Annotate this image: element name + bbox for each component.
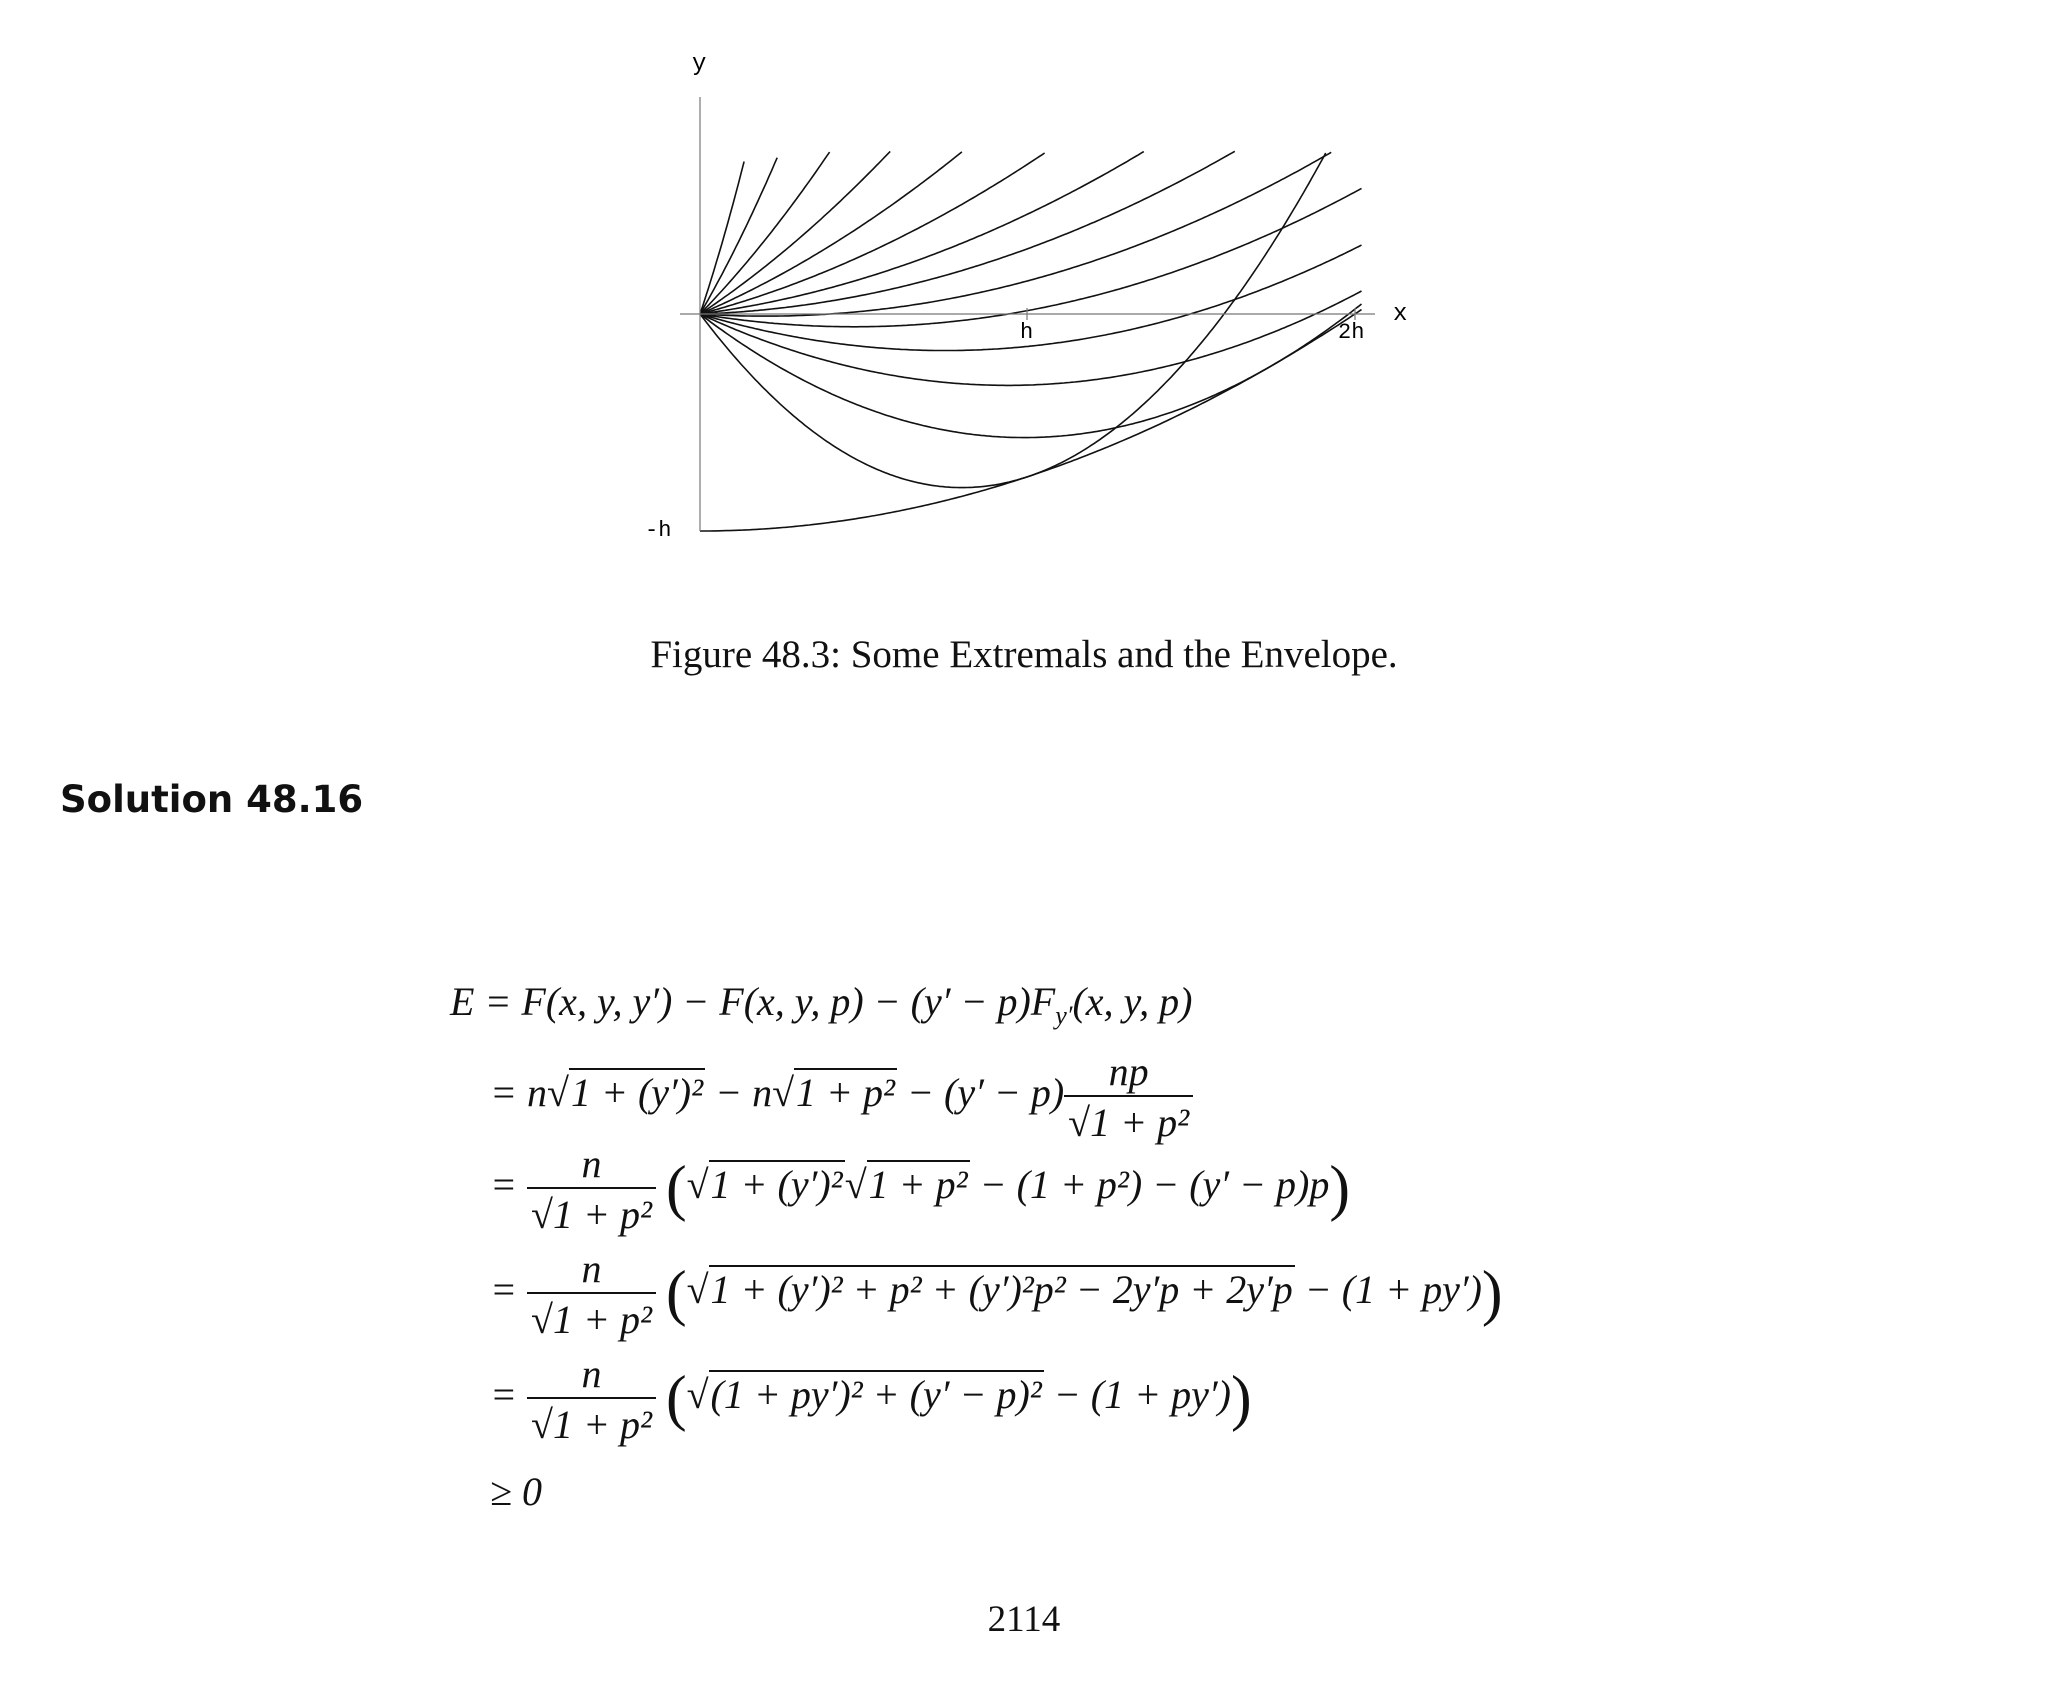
fraction (1064, 1048, 1193, 1146)
fraction-numerator: np (1108, 1049, 1149, 1094)
equation-line-4 (490, 1245, 1503, 1343)
left-paren: ( (665, 1154, 687, 1223)
left-paren: ( (665, 1364, 687, 1433)
extremal-curve (700, 151, 890, 314)
fraction-denominator: √1 + p² (527, 1397, 656, 1448)
fraction (527, 1140, 656, 1238)
equation-line-1 (450, 978, 1192, 1031)
sqrt-radicand: 1 + (y′)² (570, 1070, 704, 1116)
tick-label-neg-h: -h (645, 518, 672, 543)
fraction (527, 1350, 656, 1448)
sqrt-radicand: 1 + p² (552, 1192, 652, 1237)
sqrt-radicand: (1 + py′)² + (y′ − p)² (710, 1372, 1042, 1418)
solution-heading: Solution 48.16 (60, 778, 364, 821)
sqrt-radicand: 1 + (y′)² + p² + (y′)²p² − 2y′p + 2y′p (710, 1267, 1293, 1313)
tick-label-2h: 2h (1338, 320, 1365, 345)
y-axis-label: y (692, 51, 707, 78)
fraction-denominator: √1 + p² (1064, 1095, 1193, 1146)
eq6-result: ≥ 0 (490, 1469, 542, 1514)
eq-tail: (x, y, p) (1072, 979, 1193, 1024)
fraction-numerator: n (581, 1141, 602, 1186)
sqrt-term: √1 + (y′)² + p² + (y′)²p² − 2y′p + 2y′p (686, 1267, 1293, 1313)
extremal-curve (700, 152, 830, 314)
equation-line-5 (490, 1350, 1252, 1448)
equation-line-6 (490, 1468, 542, 1515)
tick-label-h: h (1020, 320, 1034, 345)
equals-sign: = (490, 1267, 517, 1313)
extremal-curve (700, 152, 1144, 314)
eq4-tail: − (1 + py′) (1294, 1267, 1482, 1313)
sqrt-term: √1 + p² (844, 1162, 968, 1208)
fraction-numerator: n (581, 1246, 602, 1291)
right-paren: ) (1230, 1364, 1252, 1433)
equation-line-2 (490, 1048, 1193, 1146)
sqrt-term: √(1 + py′)² + (y′ − p)² (686, 1372, 1042, 1418)
sqrt-radicand: 1 + p² (552, 1402, 652, 1447)
x-axis-label: x (1393, 301, 1408, 328)
eq-subscript: y′ (1055, 1001, 1073, 1030)
eq-rhs: = F(x, y, y′) − F(x, y, p) − (y′ − p)F (484, 979, 1056, 1024)
left-paren: ( (665, 1259, 687, 1328)
sqrt-radicand: 1 + (y′)² (710, 1162, 843, 1208)
eq3-tail: − (1 + p²) − (y′ − p)p (969, 1162, 1330, 1208)
sqrt-radicand: 1 + p² (552, 1297, 652, 1342)
fraction-denominator: √1 + p² (527, 1187, 656, 1238)
sqrt-radicand: 1 + p² (796, 1070, 896, 1116)
extremal-curve (700, 152, 1331, 316)
equals-sign: = (490, 1162, 517, 1208)
extremal-curve (700, 152, 962, 314)
figure-caption: Figure 48.3: Some Extremals and the Envelope. (650, 633, 1398, 676)
equals-sign: = (490, 1372, 517, 1418)
fraction-denominator: √1 + p² (527, 1292, 656, 1343)
extremals-plot (620, 40, 1440, 560)
sqrt-term: √1 + p² (772, 1070, 896, 1116)
fraction (527, 1245, 656, 1343)
equation-line-3 (490, 1140, 1350, 1238)
right-paren: ) (1481, 1259, 1503, 1328)
sqrt-radicand: 1 + p² (868, 1162, 968, 1208)
sqrt-term: √1 + (y′)² (547, 1070, 704, 1116)
eq-lhs: E (450, 979, 475, 1024)
sqrt-term: √1 + (y′)² (686, 1162, 843, 1208)
page-number: 2114 (987, 1599, 1061, 1640)
eq2-part-b: − n (705, 1070, 773, 1116)
right-paren: ) (1329, 1154, 1351, 1223)
eq2-part-c: − (y′ − p) (897, 1070, 1065, 1116)
figure-extremals (620, 40, 1440, 560)
eq5-tail: − (1 + py′) (1043, 1372, 1231, 1418)
eq2-part-a: = n (490, 1070, 547, 1116)
fraction-numerator: n (581, 1351, 602, 1396)
sqrt-radicand: 1 + p² (1090, 1100, 1190, 1145)
